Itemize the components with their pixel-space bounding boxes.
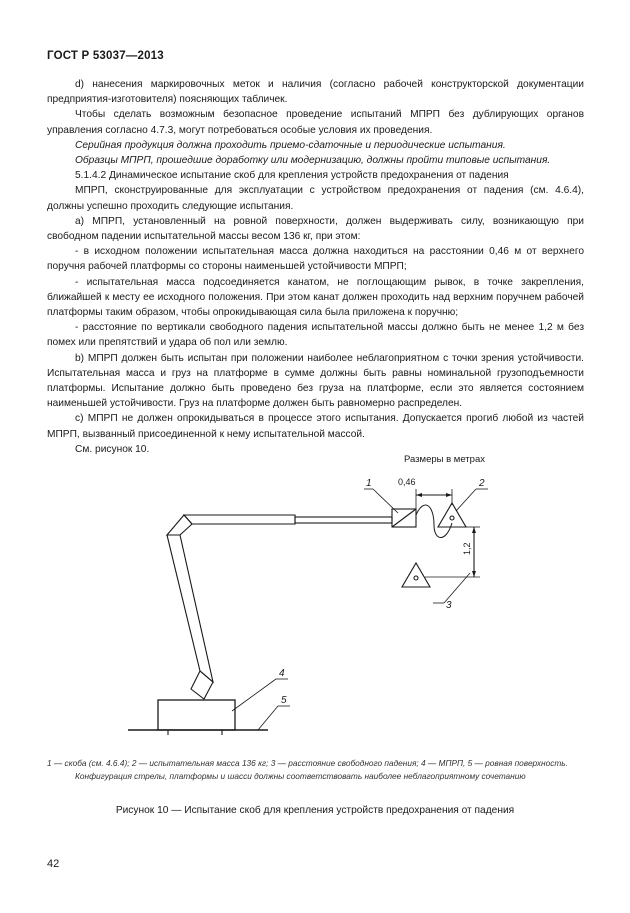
paragraph: Чтобы сделать возможным безопасное проведение испытаний МПРП без дублирующих органов управления согласно 4.7.3, могут потребоваться особые условия их проведения. — [47, 109, 584, 136]
upper-boom-tip — [295, 517, 392, 523]
callout-5: 5 — [281, 695, 287, 706]
mass-hook-initial — [450, 516, 454, 520]
legend-line-1: 1 — скоба (см. 4.6.4); 2 — испытательная масса 136 кг; 3 — расстояние свободного падения; 4 — МПРП, 5 — ровная поверхность. — [47, 758, 568, 768]
lower-boom — [191, 671, 213, 699]
callout-1-leader — [373, 489, 398, 513]
bracket-diagonal — [392, 509, 416, 527]
dim-v-arrow-bottom — [472, 571, 476, 577]
callout-4-leader — [232, 679, 276, 711]
callout-1: 1 — [366, 478, 372, 489]
paragraph: - испытательная масса подсоединяется канатом, не поглощающим рывок, в точке закрепления, ближайшей к месту ее исходного положения. При этом канат должен проходить над верхним поручнем рабочей платформы таким образом, чтобы опрокидывающая сила была приложена к поручню; — [47, 276, 584, 319]
figure-caption: Рисунок 10 — Испытание скоб для крепления устройств предохранения от падения — [115, 805, 515, 816]
paragraph: d) нанесения маркировочных меток и наличия (согласно рабочей конструкторской документации предприятия-изготовителя) поясняющих табличек. — [47, 79, 584, 106]
dim-v-arrow-top — [472, 527, 476, 533]
paragraph: 5.1.4.2 Динамическое испытание скоб для крепления устройств предохранения от падения — [75, 170, 509, 182]
paragraph: - расстояние по вертикали свободного падения испытательной массы должно быть не менее 1,2 м без помех или препятствий и удара об пол или землю. — [47, 322, 584, 349]
paragraph: b) МПРП должен быть испытан при положении наиболее неблагоприятном с точки зрения устойчивости. Испытательная масса и груз на платформе в сумме должны быть равны номинальной грузоподъемности платформы. Испытание должно быть проведено без груза на платформе, если это является состоянием наименьшей устойчивости. Груз на платформе должен быть равномерно распределен. — [47, 352, 584, 410]
upper-boom — [184, 515, 295, 524]
dim-h-arrow-right — [446, 493, 452, 497]
callout-4: 4 — [279, 668, 285, 679]
test-mass-dropped — [402, 563, 430, 587]
callout-5-leader — [258, 706, 278, 730]
dim-h-arrow-left — [416, 493, 422, 497]
figure-drawing — [0, 445, 630, 765]
dim-horizontal-label: 0,46 — [398, 477, 416, 487]
paragraph: МПРП, сконструированные для эксплуатации с устройством предохранения от падения (см. 4.6.4), должны успешно проходить следующие испытания. — [47, 185, 584, 212]
callout-2-leader — [456, 489, 476, 511]
paragraph: а) МПРП, установленный на ровной поверхности, должен выдерживать силу, возникающую при свободном падении испытательной массы весом 136 кг, при этом: — [47, 215, 584, 243]
figure-10 — [0, 445, 630, 765]
rope — [416, 505, 452, 538]
boom-elbow — [167, 515, 192, 535]
paragraph: c) МПРП не должен опрокидываться в процессе этого испытания. Допускается прогиб любой из частей МПРП, вызванный присоединенной к нему испытательной массой. — [47, 413, 584, 440]
paragraph: Серийная продукция должна проходить приемо-сдаточные и периодические испытания. — [75, 139, 506, 151]
callout-3: 3 — [446, 600, 452, 611]
paragraph: См. рисунок 10. — [75, 443, 150, 455]
callout-2: 2 — [479, 478, 485, 489]
document-header: ГОСТ Р 53037—2013 — [47, 50, 164, 62]
mass-hook-dropped — [414, 576, 418, 580]
lower-boom-arm — [167, 535, 213, 682]
body-text — [47, 77, 584, 457]
paragraph: Образцы МПРП, прошедшие доработку или модернизацию, должны пройти типовые испытания. — [75, 155, 551, 167]
chassis — [158, 700, 235, 730]
page-number: 42 — [47, 858, 60, 870]
legend-line-2: Конфигурация стрелы, платформы и шасси должны соответствовать наиболее неблагоприятному сочетанию — [75, 771, 526, 781]
dimensions-note: Размеры в метрах — [404, 454, 485, 465]
callout-3-leader — [444, 573, 470, 603]
figure-legend — [47, 757, 584, 783]
paragraph: - в исходном положении испытательная масса должна находиться на расстоянии 0,46 м от верхнего поручня рабочей платформы со стороны наименьшей устойчивости МПРП; — [47, 246, 584, 273]
dim-vertical-label: 1,2 — [462, 542, 472, 555]
